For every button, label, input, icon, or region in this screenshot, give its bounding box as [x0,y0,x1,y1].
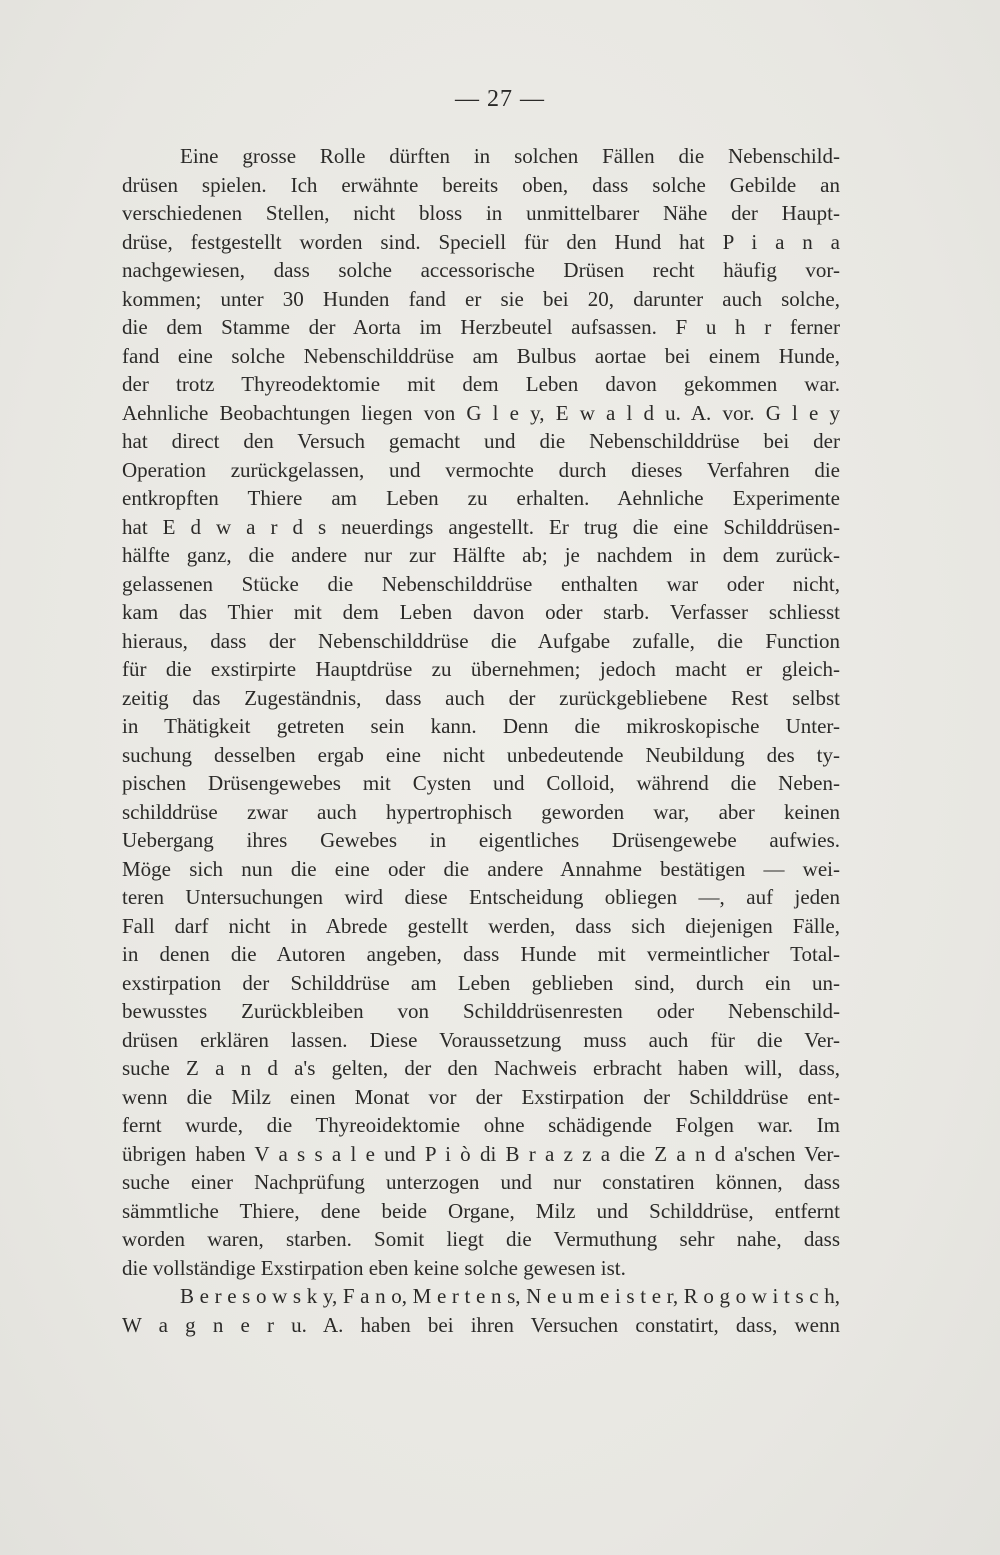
text-line: in denen die Autoren angeben, dass Hunde mit vermeintlicher Total- [122,942,840,966]
text-line: fand eine solche Nebenschilddrüse am Bulbus aortae bei einem Hunde, [122,343,840,368]
body-text [122,142,840,1339]
text-line: Aehnliche Beobachtungen liegen von G l e y, E w a l d u. A. vor. G l e y [122,400,840,425]
text-line: drüsen spielen. Ich erwähnte bereits oben, dass solche Gebilde an [122,172,840,197]
text-line: pischen Drüsengewebes mit Cysten und Colloid, während die Neben- [122,771,840,795]
text-line: worden waren, starben. Somit liegt die Vermuthung sehr nahe, dass [122,1227,840,1251]
text-line: suche einer Nachprüfung unterzogen und nur constatiren können, dass [122,1170,840,1194]
text-line: hat E d w a r d s neuerdings angestellt. Er trug die eine Schilddrüsen- [122,514,840,539]
text-line: für die exstirpirte Hauptdrüse zu übernehmen; jedoch macht er gleich- [122,657,840,681]
text-line: nachgewiesen, dass solche accessorische Drüsen recht häufig vor- [122,258,840,282]
text-line: drüse, festgestellt worden sind. Speciell für den Hund hat P i a n a [122,229,840,254]
text-line: wenn die Milz einen Monat vor der Exstirpation der Schilddrüse ent- [122,1084,840,1109]
text-line: in Thätigkeit getreten sein kann. Denn die mikroskopische Unter- [122,714,840,738]
text-line: sämmtliche Thiere, dene beide Organe, Milz und Schilddrüse, entfernt [122,1198,840,1223]
text-line: hat direct den Versuch gemacht und die Nebenschilddrüse bei der [122,429,840,453]
text-line: schilddrüse zwar auch hypertrophisch geworden war, aber keinen [122,799,840,824]
text-line: entkropften Thiere am Leben zu erhalten. Aehnliche Experimente [122,486,840,510]
text-line: bewusstes Zurückbleiben von Schilddrüsenresten oder Nebenschild- [122,999,840,1023]
text-line: teren Untersuchungen wird diese Entscheidung obliegen —, auf jeden [122,885,840,909]
text-line: übrigen haben V a s s a l e und P i ò di B r a z z a die Z a n d a'schen Ver- [122,1141,840,1166]
page-number: — 27 — [455,86,545,112]
text-line: B e r e s o w s k y, F a n o, M e r t e n s, N e u m e i s t e r, R o g o w i t s c h, [180,1284,840,1308]
text-line: zeitig das Zugeständnis, dass auch der zurückgebliebene Rest selbst [122,685,840,710]
text-line: exstirpation der Schilddrüse am Leben geblieben sind, durch ein un- [122,970,840,995]
text-line: gelassenen Stücke die Nebenschilddrüse enthalten war oder nicht, [122,571,840,596]
text-line: hieraus, dass der Nebenschilddrüse die Aufgabe zufalle, die Function [122,628,840,653]
text-line: W a g n e r u. A. haben bei ihren Versuchen constatirt, dass, wenn [122,1312,840,1337]
text-line: Eine grosse Rolle dürften in solchen Fällen die Nebenschild- [180,144,840,168]
text-line: suche Z a n d a's gelten, der den Nachweis erbracht haben will, dass, [122,1056,840,1080]
text-line: fernt wurde, die Thyreoidektomie ohne schädigende Folgen war. Im [122,1113,840,1137]
text-line: kam das Thier mit dem Leben davon oder starb. Verfasser schliesst [122,600,840,624]
text-line: der trotz Thyreodektomie mit dem Leben davon gekommen war. [122,372,840,396]
text-line: Möge sich nun die eine oder die andere Annahme bestätigen — wei- [122,856,840,881]
text-line: die dem Stamme der Aorta im Herzbeutel aufsassen. F u h r ferner [122,315,840,339]
text-line: Uebergang ihres Gewebes in eigentliches Drüsengewebe aufwies. [122,828,840,852]
text-line: verschiedenen Stellen, nicht bloss in unmittelbarer Nähe der Haupt- [122,201,840,225]
text-line: kommen; unter 30 Hunden fand er sie bei 20, darunter auch solche, [122,286,840,311]
text-line: hälfte ganz, die andere nur zur Hälfte ab; je nachdem in dem zurück- [122,543,840,567]
text-line: die vollständige Exstirpation eben keine solche gewesen ist. [122,1255,626,1280]
text-line: Operation zurückgelassen, und vermochte durch dieses Verfahren die [122,457,840,482]
text-line: drüsen erklären lassen. Diese Voraussetzung muss auch für die Ver- [122,1027,840,1052]
text-line: Fall darf nicht in Abrede gestellt werden, dass sich diejenigen Fälle, [122,913,840,938]
text-line: suchung desselben ergab eine nicht unbedeutende Neubildung des ty- [122,742,840,767]
